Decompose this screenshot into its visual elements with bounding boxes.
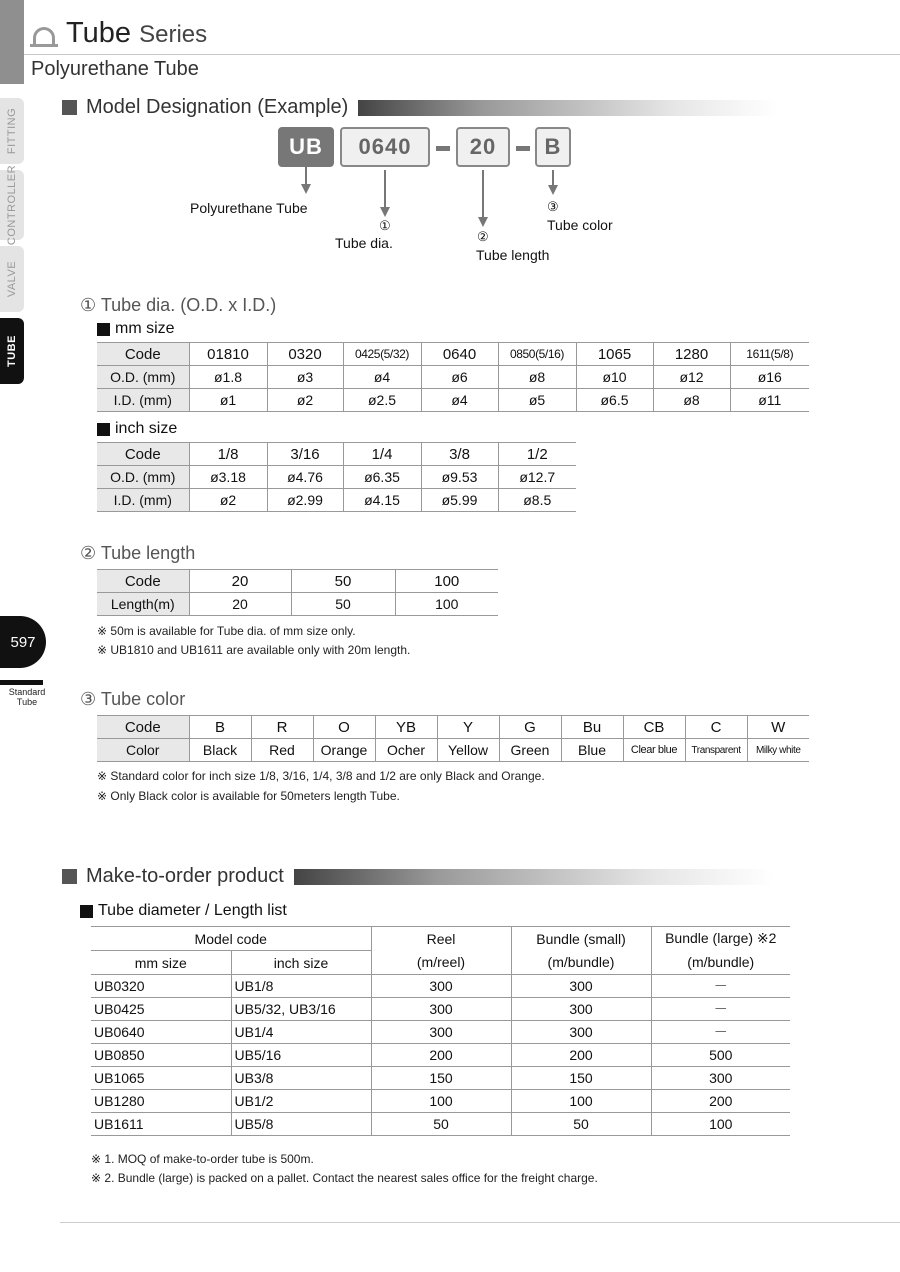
header-bundle-large: Bundle (large) ※2: [651, 927, 790, 951]
table-cell: YB: [375, 716, 437, 739]
table-cell: UB0850: [91, 1044, 231, 1067]
table-cell: ø6: [421, 366, 498, 389]
heading-tube-dia: ① Tube dia. (O.D. x I.D.): [80, 295, 277, 315]
table-cell: UB5/8: [231, 1113, 371, 1136]
tube-series-icon: [33, 27, 55, 44]
table-cell: UB1/8: [231, 975, 371, 998]
table-cell: ø11: [730, 389, 809, 412]
table-cell: O.D. (mm): [97, 466, 189, 489]
table-cell: ø5.99: [421, 489, 498, 512]
label-tube-length: Tube length: [476, 247, 550, 263]
table-cell: Blue: [561, 739, 623, 762]
table-cell: 150: [511, 1067, 651, 1090]
table-cell: Transparent: [685, 739, 747, 762]
table-row: [97, 593, 498, 616]
note-length-1: ※ 50m is available for Tube dia. of mm size only.: [97, 624, 356, 638]
code-box-length: 20: [456, 127, 510, 167]
table-cell: 1/2: [498, 443, 576, 466]
table-cell: 20: [189, 593, 291, 616]
table-cell: 100: [371, 1090, 511, 1113]
heading-inch-size: inch size: [97, 420, 177, 438]
table-cell: 3/16: [267, 443, 343, 466]
table-cell: ø5: [498, 389, 576, 412]
standard-bar: [0, 680, 43, 685]
table-cell: Orange: [313, 739, 375, 762]
table-row: [97, 343, 809, 366]
table-cell: －: [651, 998, 790, 1021]
table-cell: 0850(5/16): [498, 343, 576, 366]
label-tube-color: Tube color: [547, 217, 613, 233]
table-cell: 200: [511, 1044, 651, 1067]
table-cell: Color: [97, 739, 189, 762]
table-cell: －: [651, 1021, 790, 1044]
arrow-line: [384, 170, 386, 207]
arrow-down-icon: [478, 217, 488, 227]
table-cell: ø4.15: [343, 489, 421, 512]
table-cell: ø8.5: [498, 489, 576, 512]
arrow-down-icon: [548, 185, 558, 195]
table-cell: Bu: [561, 716, 623, 739]
table-cell: Yellow: [437, 739, 499, 762]
side-tab-label: TUBE: [6, 335, 18, 367]
table-row: [97, 489, 576, 512]
table-cell: ø1: [189, 389, 267, 412]
table-cell: 0320: [267, 343, 343, 366]
table-cell: UB3/8: [231, 1067, 371, 1090]
code-dash: [516, 146, 530, 151]
heading-mm-size: mm size: [97, 320, 175, 338]
title-divider: [24, 54, 900, 55]
table-row: [97, 389, 809, 412]
table-cell: 300: [651, 1067, 790, 1090]
table-cell: ø4: [421, 389, 498, 412]
table-cell: ø8: [498, 366, 576, 389]
side-tab-label: VALVE: [6, 260, 18, 298]
note-color-2: ※ Only Black color is available for 50meters length Tube.: [97, 789, 400, 803]
table-row: [91, 1021, 790, 1044]
subtitle-bar: [0, 56, 24, 84]
table-cell: Green: [499, 739, 561, 762]
table-cell: 50: [371, 1113, 511, 1136]
table-cell: ø4: [343, 366, 421, 389]
arrow-down-icon: [301, 184, 311, 194]
table-cell: 0425(5/32): [343, 343, 421, 366]
table-cell: Code: [97, 570, 189, 593]
table-cell: 20: [189, 570, 291, 593]
table-inch-size: [97, 442, 576, 512]
header-bundle-large-unit: (m/bundle): [651, 951, 790, 975]
table-cell: 300: [511, 998, 651, 1021]
table-cell: UB0640: [91, 1021, 231, 1044]
section-heading-make-to-order: Make-to-order product: [62, 865, 774, 888]
heading-tube-length: ② Tube length: [80, 543, 196, 563]
table-header-row: [91, 951, 790, 975]
table-cell: 500: [651, 1044, 790, 1067]
table-cell: UB1280: [91, 1090, 231, 1113]
table-row: [91, 1090, 790, 1113]
table-cell: UB1065: [91, 1067, 231, 1090]
table-cell: 100: [651, 1113, 790, 1136]
table-row: [97, 570, 498, 593]
table-row: [97, 739, 809, 762]
arrow-down-icon: [380, 207, 390, 217]
label-number-1: ①: [379, 218, 391, 233]
arrow-line: [305, 167, 307, 184]
table-row: [97, 716, 809, 739]
header-model-code: Model code: [91, 927, 371, 951]
table-cell: Milky white: [747, 739, 809, 762]
label-number-2: ②: [477, 229, 489, 244]
table-cell: I.D. (mm): [97, 389, 189, 412]
table-cell: I.D. (mm): [97, 489, 189, 512]
table-cell: ø8: [653, 389, 730, 412]
table-cell: C: [685, 716, 747, 739]
table-cell: －: [651, 975, 790, 998]
table-cell: ø9.53: [421, 466, 498, 489]
code-dash: [436, 146, 450, 151]
note-mto-1: ※ 1. MOQ of make-to-order tube is 500m.: [91, 1152, 314, 1166]
table-tube-length: [97, 569, 498, 616]
table-cell: 01810: [189, 343, 267, 366]
note-length-2: ※ UB1810 and UB1611 are available only with 20m length.: [97, 643, 411, 657]
header-bundle-small-unit: (m/bundle): [511, 951, 651, 975]
table-cell: UB5/32, UB3/16: [231, 998, 371, 1021]
arrow-line: [482, 170, 484, 217]
side-tab-valve[interactable]: [0, 246, 24, 312]
table-cell: ø6.35: [343, 466, 421, 489]
table-cell: CB: [623, 716, 685, 739]
table-cell: UB1/4: [231, 1021, 371, 1044]
table-cell: UB1/2: [231, 1090, 371, 1113]
table-cell: UB0320: [91, 975, 231, 998]
table-cell: 300: [371, 998, 511, 1021]
table-cell: 50: [291, 570, 395, 593]
table-cell: ø1.8: [189, 366, 267, 389]
table-header-row: [91, 927, 790, 951]
table-cell: ø2.99: [267, 489, 343, 512]
footer-divider: [60, 1222, 900, 1223]
table-cell: 1280: [653, 343, 730, 366]
page-title: Tube Series: [66, 17, 208, 49]
table-cell: 150: [371, 1067, 511, 1090]
table-cell: ø4.76: [267, 466, 343, 489]
table-cell: Code: [97, 343, 189, 366]
table-cell: 3/8: [421, 443, 498, 466]
table-cell: 200: [651, 1090, 790, 1113]
table-tube-color: [97, 715, 809, 762]
side-tab-label: FITTING: [6, 107, 18, 155]
table-cell: ø16: [730, 366, 809, 389]
table-cell: 300: [371, 975, 511, 998]
header-inch-size: inch size: [231, 951, 371, 975]
page-subtitle: Polyurethane Tube: [31, 58, 199, 80]
table-make-to-order: [91, 926, 790, 1136]
table-cell: UB5/16: [231, 1044, 371, 1067]
table-cell: 0640: [421, 343, 498, 366]
table-cell: 200: [371, 1044, 511, 1067]
side-tab-controller[interactable]: [0, 164, 24, 246]
table-cell: 1611(5/8): [730, 343, 809, 366]
table-row: [97, 366, 809, 389]
table-cell: ø3: [267, 366, 343, 389]
table-cell: 1/4: [343, 443, 421, 466]
table-cell: Clear blue: [623, 739, 685, 762]
table-cell: G: [499, 716, 561, 739]
table-cell: 50: [511, 1113, 651, 1136]
heading-tube-diameter-length-list: Tube diameter / Length list: [80, 902, 287, 920]
table-cell: 1/8: [189, 443, 267, 466]
table-row: [91, 975, 790, 998]
side-tab-label: CONTROLLER: [6, 164, 18, 246]
table-cell: 1065: [576, 343, 653, 366]
side-tab-fitting[interactable]: [0, 98, 24, 164]
table-row: [97, 443, 576, 466]
table-cell: O: [313, 716, 375, 739]
table-cell: O.D. (mm): [97, 366, 189, 389]
table-cell: R: [251, 716, 313, 739]
table-row: [97, 466, 576, 489]
side-tab-tube[interactable]: [0, 318, 24, 384]
table-mm-size: [97, 342, 809, 412]
table-cell: 300: [511, 1021, 651, 1044]
heading-tube-color: ③ Tube color: [80, 689, 186, 709]
table-cell: ø3.18: [189, 466, 267, 489]
table-cell: ø12.7: [498, 466, 576, 489]
label-number-3: ③: [547, 199, 559, 214]
table-cell: UB0425: [91, 998, 231, 1021]
table-cell: ø2: [189, 489, 267, 512]
page-number: 597: [0, 616, 46, 668]
table-cell: Code: [97, 443, 189, 466]
table-cell: Black: [189, 739, 251, 762]
table-cell: B: [189, 716, 251, 739]
table-cell: Ocher: [375, 739, 437, 762]
table-cell: 300: [511, 975, 651, 998]
header-reel: Reel: [371, 927, 511, 951]
table-cell: 100: [511, 1090, 651, 1113]
table-cell: ø12: [653, 366, 730, 389]
table-cell: ø2.5: [343, 389, 421, 412]
note-mto-2: ※ 2. Bundle (large) is packed on a pallet. Contact the nearest sales office for the freight charge.: [91, 1171, 598, 1185]
table-cell: ø2: [267, 389, 343, 412]
header-mm-size: mm size: [91, 951, 231, 975]
table-row: [91, 1067, 790, 1090]
table-cell: W: [747, 716, 809, 739]
table-cell: 300: [371, 1021, 511, 1044]
table-cell: 100: [395, 570, 498, 593]
table-cell: 50: [291, 593, 395, 616]
code-box-diameter: 0640: [340, 127, 430, 167]
code-box-color: B: [535, 127, 571, 167]
table-cell: UB1611: [91, 1113, 231, 1136]
table-row: [91, 1113, 790, 1136]
table-cell: 100: [395, 593, 498, 616]
code-box-ub: UB: [278, 127, 334, 167]
table-cell: Y: [437, 716, 499, 739]
standard-tube-label: Standard Tube: [8, 687, 46, 707]
section-heading-model-designation: Model Designation (Example): [62, 96, 778, 119]
table-cell: Red: [251, 739, 313, 762]
table-cell: ø10: [576, 366, 653, 389]
arrow-line: [552, 170, 554, 185]
table-cell: ø6.5: [576, 389, 653, 412]
table-row: [91, 998, 790, 1021]
note-color-1: ※ Standard color for inch size 1/8, 3/16, 1/4, 3/8 and 1/2 are only Black and Orange.: [97, 769, 545, 783]
label-tube-dia: Tube dia.: [335, 235, 393, 251]
header-reel-unit: (m/reel): [371, 951, 511, 975]
table-cell: Code: [97, 716, 189, 739]
header-bundle-small: Bundle (small): [511, 927, 651, 951]
label-polyurethane-tube: Polyurethane Tube: [190, 200, 308, 216]
table-cell: Length(m): [97, 593, 189, 616]
table-row: [91, 1044, 790, 1067]
